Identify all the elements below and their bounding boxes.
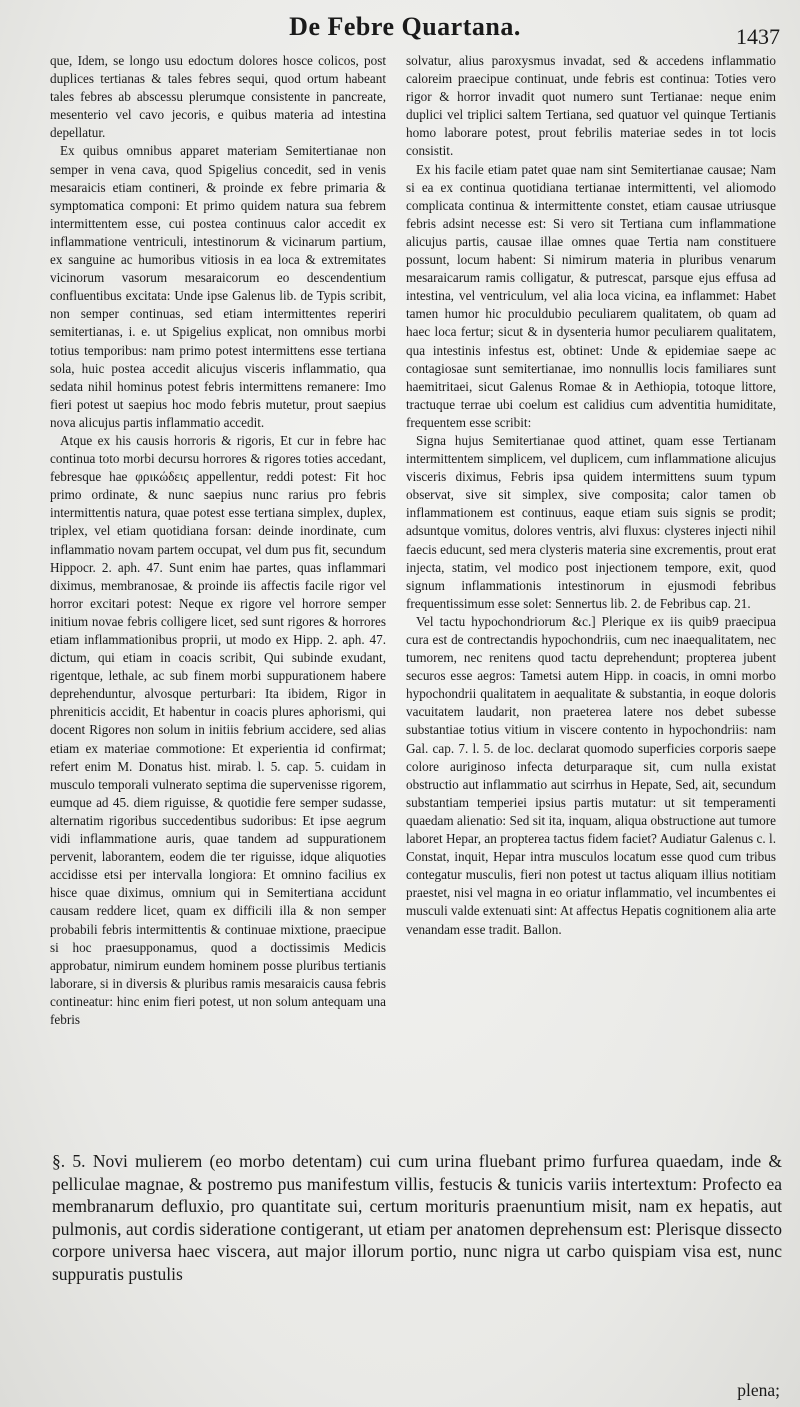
page-header xyxy=(30,12,780,50)
left-paragraph: que, Idem, se longo usu edoctum dolores hosce colicos, post duplices tertianas & tales febres sequi, quod ortum habeant tales febres ab abscessu plerumque consistente in pancreate, mesenterio vel cavo jecoris, e quibus materia ad intestina depellatur. xyxy=(50,53,386,141)
right-column xyxy=(406,52,776,1150)
right-paragraph: Ex his facile etiam patet quae nam sint Semitertianae causae; Nam si ea ex continua quotidiana tertianae intermittenti, vel aliomodo complicata continua & intermittente constet, etiam causae utriusque febris adsint necesse est: Si vero sit Tertiana cum inflammatione alicujus partis, causae illae omnes quae Tertia nam constituere possunt, locum habent: Si nimirum materia in pluribus venarum mesaraicarum ramis colligatur, & putrescat, parsque ejus effusa ad intestina, vel ventriculum, vel alia loca vicina, ea inflammet: Habet tamen humor hic proculdubio peculiarem qualitatem, ob quam ad haec loca fertur; sicut & in dysenteria humor peculiarem qualitatem, qua intestinis infestus est, obtinet: Unde & epidemiae saepe ac contagiosae sunt semitertianae, imo nonnullis locis familiares sunt haemitritaei, sicut Galenus Romae & in Aethiopia, totoque littore, tractuque terrae ubi coelum est calidius cum adventitia humiditate, frequentem esse scribit: xyxy=(406,161,776,430)
running-title: De Febre Quartana. xyxy=(289,12,521,41)
left-paragraph: Atque ex his causis horroris & rigoris, Et cur in febre hac continua toto morbi decursu horrores & rigores toties accedant, febresque hae φρικώδεις appellentur, reddi potest: Fit hoc primo ordinate, & nunc saepius nunc rarius pro febris intermittentis natura, quae potest esse tertiana simplex, duplex, triplex, vel etiam quotidiana forsan: deinde inordinate, cum inflammatio novam partem occupat, vel dum pus fit, secundum Hippocr. 2. aph. 47. Sunt enim hae partes, quas inflammari diximus, membranosae, & proinde iis affectis facile rigor vel horror excitari potest: Neque ex rigore vel horrore semper initium novae febris colligere licet, sed sunt rigores & horrores etiam inflammationibus proprii, ut modo ex Hipp. 2. aph. 47. dictum, qui etiam in coacis scribit, Qui subinde exudant, rigentque, lethale, ac sub finem morbi suppurationem habere deprehenduntur, alvosque perturbari: Ita ibidem, Rigor in phreniticis accidit, Et habentur in coacis plures aphorismi, qui docent Rigores non solum in initiis febrium accidere, sed alias etiam ex materiae commotione: Et experientia id confirmat; refert enim M. Donatus hist. mirab. l. 5. cap. 5. cuidam in musculo temporali vulnerato septima die supervenisse rigorem, eumque ad 45. diem riguisse, & quotidie fere semper sudasse, alternatim rigoribus succedentibus sudoribus: Et ipse aegrum vidi inflammatione auris, quae tandem ad suppurationem pervenit, laborantem, eodem die ter riguisse, idque aliquoties accidisse etsi per intervalla longiora: Et omnino facilius ex hisce quae diximus, omnium qui in Semitertiana accidunt causam reddere licet, quam ex difficili illa & non semper probabili febris intermittentis & continuae mixtione, praecipue si hoc praesupponamus, quod a doctissimis Medicis approbatur, nimirum eundem hominem posse pluribus tertianis laborare, si in diversis & pluribus ramis mesaraicis causa febris contineatur: hinc enim fieri potest, ut non solum antequam una febris xyxy=(50,432,386,1027)
bottom-section xyxy=(52,1150,782,1285)
bottom-paragraph: §. 5. Novi mulierem (eo morbo detentam) cui cum urina fluebant primo furfurea quaedam, inde & pelliculae magnae, & postremo pus manifestum villis, festucis & tunicis variis intertextum: Profecto ea membranarum defluxio, pro quantitate sui, certum morituris praenuntium misit, nam ex hepatis, aut pulmonis, aut cordis sideratione contigerant, ut etiam per anatomen deprehensum est: Plerisque dissecto corpore universa haec viscera, aut major illorum portio, nunc nigra ut carbo quispiam visa est, nunc suppuratis pustulis xyxy=(52,1151,782,1284)
left-paragraph: Ex quibus omnibus apparet materiam Semitertianae non semper in vena cava, quod Spigelius concedit, sed in venis mesaraicis etiam contineri, & proinde ex febre primaria & symptomatica componi: Et primo quidem natura sua febrem intermittentem esse, cui postea continuus calor accedit ex inflammatione ventriculi, intestinorum & vicinarum partium, ex sanguine ac humoribus vitiosis in ea loca & extremitates vicinorum vasorum mesaraicorum eo descendentium confluentibus excitata: Unde ipse Galenus lib. de Typis scribit, non semper continuas, sed etiam intermittentes reperiri semitertianas, i. e. ut Spigelius explicat, non omnibus morbi totius temporibus: nam primo potest intermittens esse tertiana sola, huic postea accedit alicujus visceris inflammatio, qua sedata nihil hominus potest febris intermittens remanere: Imo fieri potest ut saepius hoc modo febris mutetur, prout saepius nova alicujus partis inflammatio accedit. xyxy=(50,143,386,430)
catchword: plena; xyxy=(737,1380,780,1400)
right-paragraph: Signa hujus Semitertianae quod attinet, quam esse Tertianam intermittentem simplicem, vel duplicem, cum inflammatione alicujus visceris diximus, Febris ipsa quidem intermittens suum typum observat, sive sit simplex, sive composita; calor tamen ob inflammationem est continuus, eaque etiam suis signis se prodit; adsuntque vomitus, dolores ventris, alvi fluxus: clysteres injecti nihil faecis educunt, sed mera clysteris materia sine excrementis, prout erat injecta, statim, vel modico post injectionem tempore, exit, quod signum inflammationis intestinorum in ejusmodi febribus frequentissimum esse solet: Sennertus lib. 2. de Febribus cap. 21. xyxy=(406,432,776,611)
page-number: 1437 xyxy=(736,24,780,49)
right-paragraph: solvatur, alius paroxysmus invadat, sed & accedens inflammatio caloreim praecipue continuat, unde febris est continua: Toties vero rigor & horror invadit quot numero sunt Tertianae: neque enim duplici vel triplici saltem Tertiana, sed quatuor vel quinque Tertianis homo laborare potest, prout febrilis materiae sedes in tot locis consistit. xyxy=(406,53,776,159)
right-paragraph: Vel tactu hypochondriorum &c.] Plerique ex iis quib9 praecipua cura est de contrectandis hypochondriis, cum nec inaequalitatem, nec tumorem, nec renitens quod tactu deprehendunt; propterea jubent securos esse aegros: Tametsi autem Hipp. in coacis, in omni morbo hypochondrii qualitatem in aequalitate & substantia, in eoque doloris vacuitatem laudarit, non praeterea latere nos debet subesse substantiae totius vitium in viscere contento in hypochondriis: nam Gal. cap. 7. l. 5. de loc. declarat quomodo superficies corporis saepe colore auriginoso infecta deturparaque sit, cum nulla existat obstructio aut inflammatio aut scirrhus in Hepate, Sed, ait, secundum substantiam temperiei ipsius partis mutatur: ut sit temperamenti quaedam alienatio: Sed sit ita, inquam, aliqua obstructione aut tumore laboret Hepar, an propterea tactus fidem faciet? Audiatur Galenus c. l. Constat, inquit, Hepar intra musculos locatum esse quod cum tribus contegatur musculis, fieri non potest ut tactus aliquam illius notitiam praestet, nisi vel magna in eo oriatur inflammatio, vel incumbentes ei musculi valde extenuati sint: At affectus Hepatis cognitionem alia arte venandam esse tradit. Ballon. xyxy=(406,613,776,937)
two-column-body xyxy=(50,52,780,1150)
left-column xyxy=(50,52,386,1150)
